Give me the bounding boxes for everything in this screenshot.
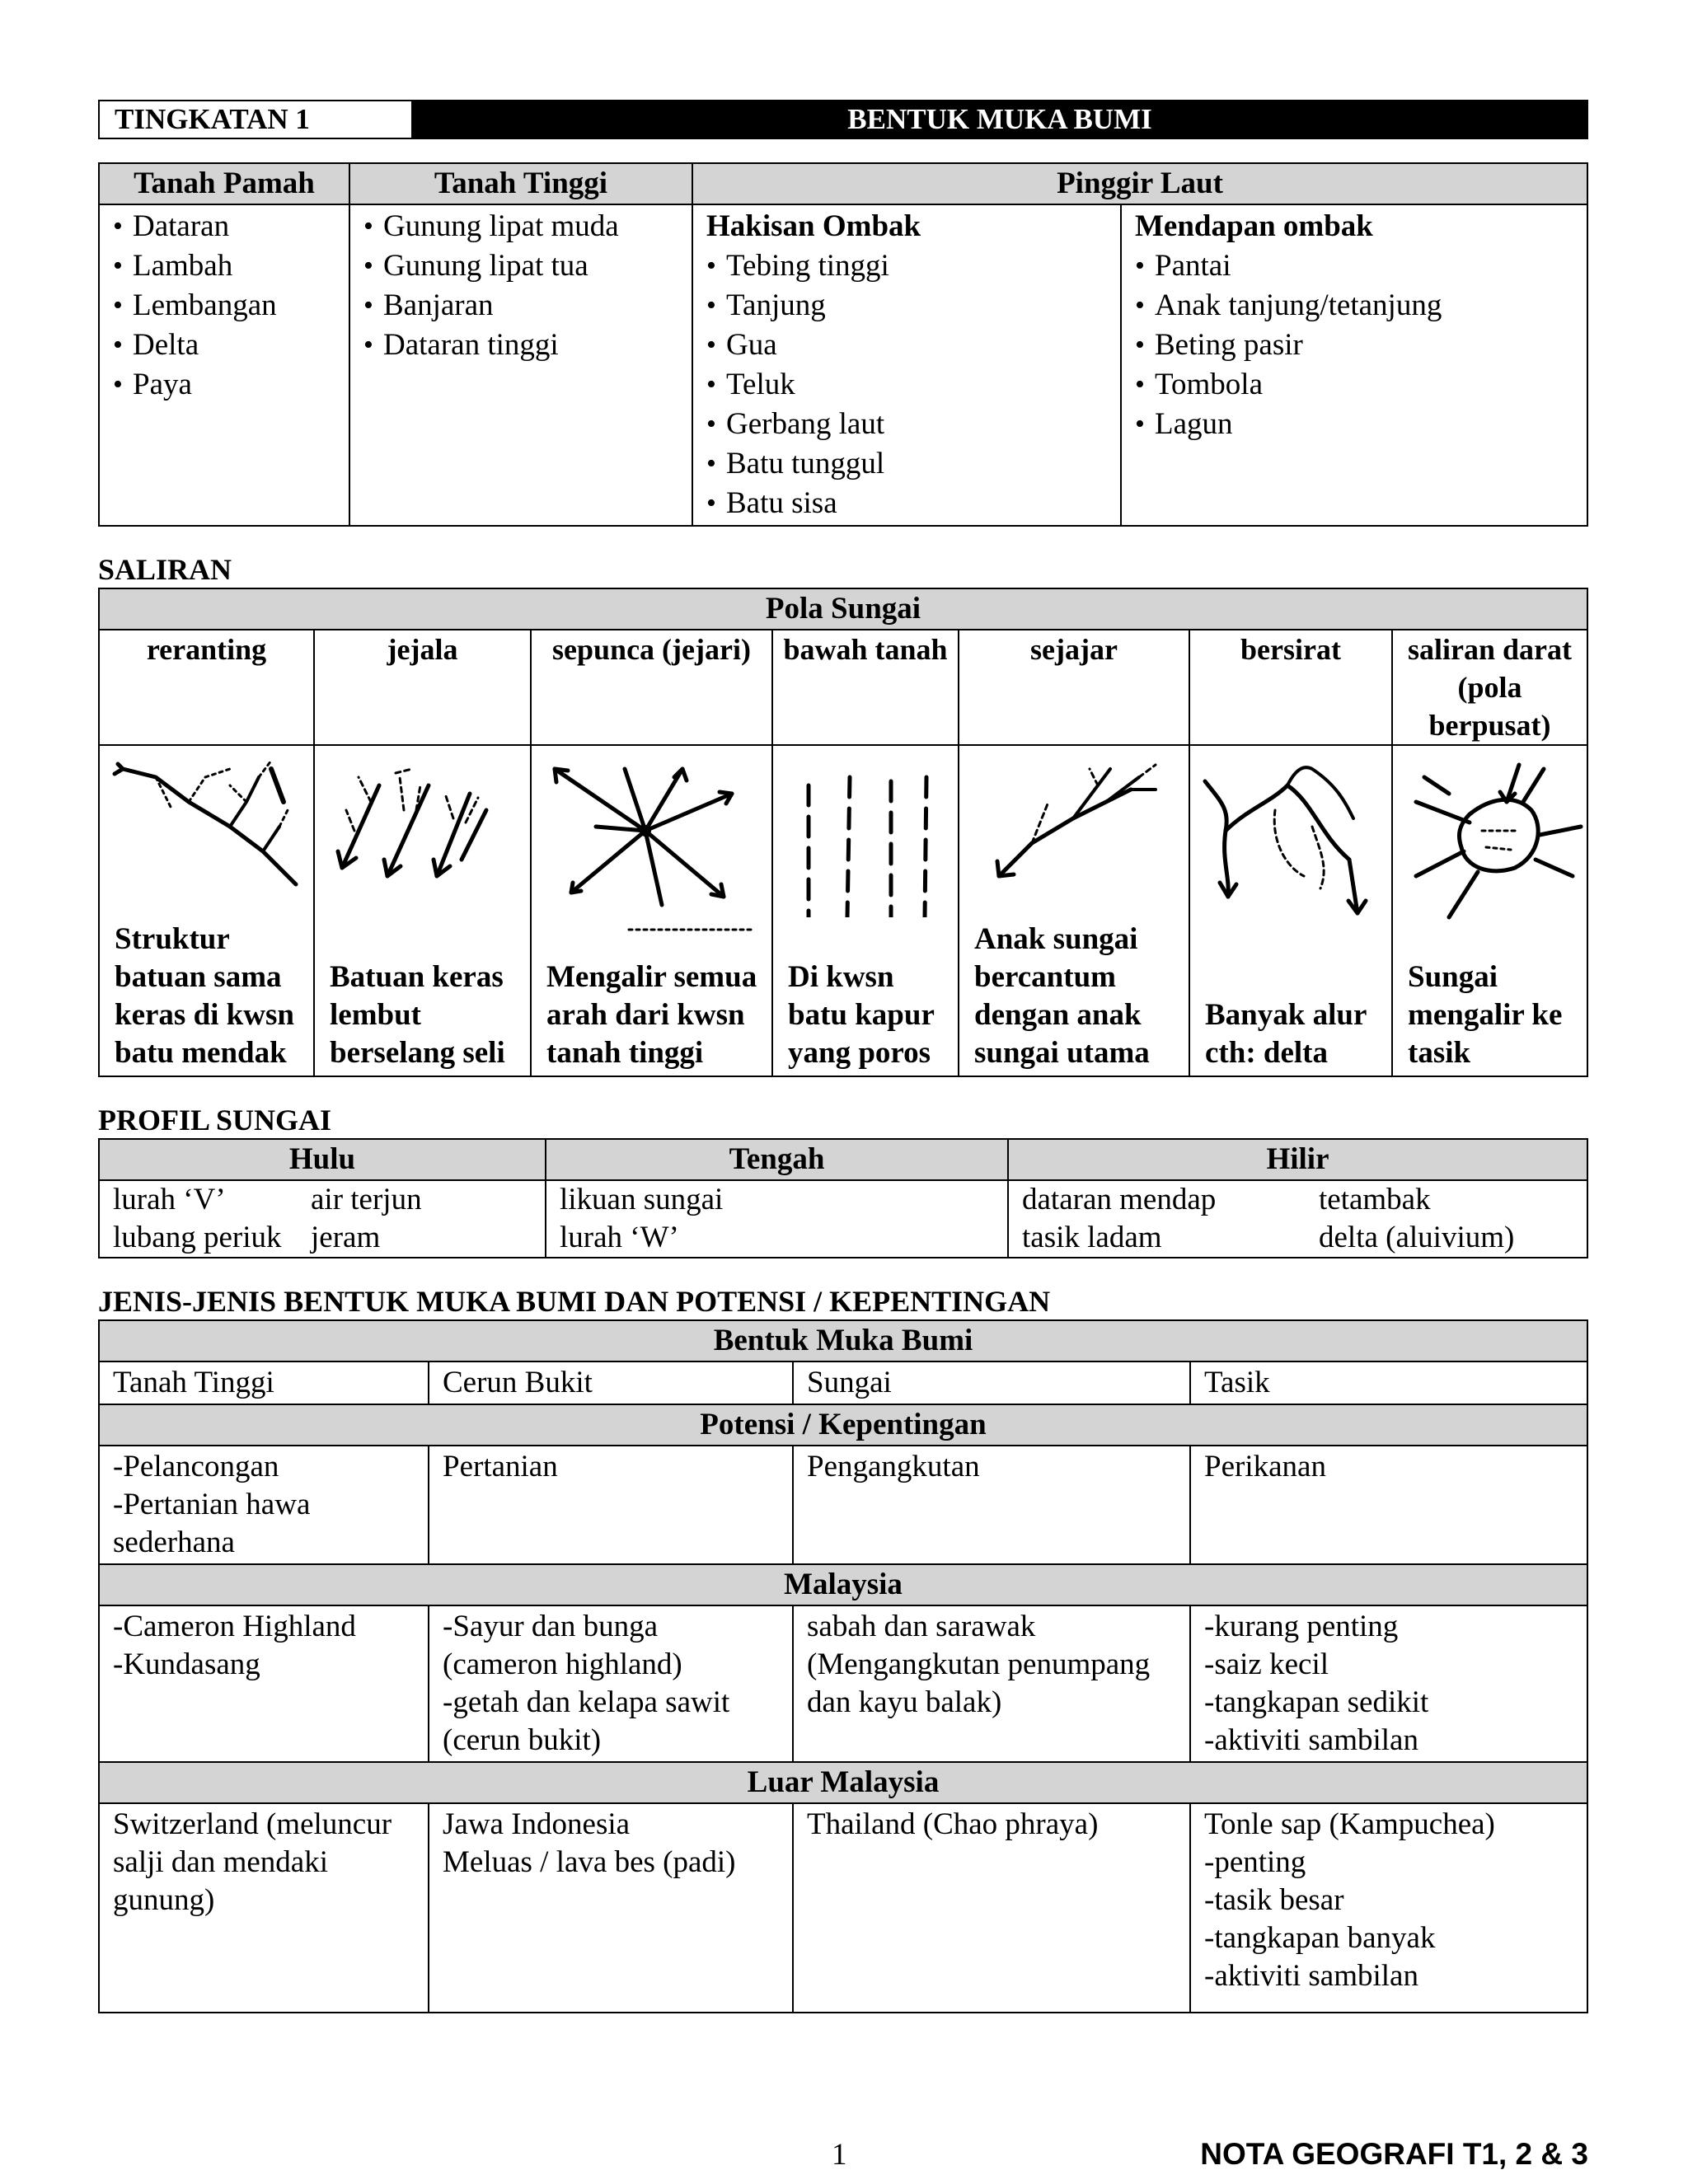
underground-pattern-icon (780, 752, 945, 917)
pattern-cell (1189, 745, 1392, 1076)
header-bar (98, 100, 1588, 139)
list-item: • Batu tunggul (706, 444, 1107, 484)
tanah-pamah-list (99, 204, 349, 526)
profile-item: lubang periuk (113, 1221, 282, 1254)
profile-item: jeram (311, 1221, 381, 1254)
list-item: • Lembangan (113, 286, 335, 326)
list-item: • Gunung lipat tua (363, 246, 678, 286)
pattern-cell (531, 745, 772, 1076)
profile-item: tetambak (1319, 1183, 1431, 1216)
potensi-title: Potensi / Kepentingan (99, 1404, 1587, 1446)
luar-malaysia-title: Luar Malaysia (99, 1762, 1587, 1803)
pattern-desc: Banyak alur cth: delta (1205, 998, 1367, 1070)
parallel-pattern-icon (966, 752, 1180, 901)
tengah-cell (546, 1180, 1008, 1258)
page-footer (98, 2137, 1588, 2178)
pattern-name: jejala (314, 630, 531, 745)
pattern-name: reranting (99, 630, 314, 745)
pattern-name: sepunca (jejari) (531, 630, 772, 745)
page (98, 98, 1588, 2172)
col-pinggir-laut: Pinggir Laut (692, 163, 1587, 204)
mendapan-ombak-list (1121, 204, 1587, 526)
table-cell: -Pelancongan -Pertanian hawa sederhana (99, 1446, 429, 1564)
pattern-cell (959, 745, 1189, 1076)
radial-pattern-icon (538, 752, 761, 942)
list-item: • Lambah (113, 246, 335, 286)
list-item: • Dataran tinggi (363, 326, 678, 365)
pattern-desc: Batuan keras lembut berselang seli (330, 960, 505, 1070)
landform-potential-table (98, 1319, 1588, 2013)
col-tanah-tinggi: Tanah Tinggi (349, 163, 692, 204)
hulu-cell (99, 1180, 546, 1258)
pattern-name: saliran darat (pola berpusat) (1392, 630, 1587, 745)
pattern-name: bawah tanah (772, 630, 959, 745)
pattern-desc: Di kwsn batu kapur yang poros (788, 960, 935, 1070)
pattern-name: sejajar (959, 630, 1189, 745)
table-cell: Tanah Tinggi (99, 1361, 429, 1404)
list-item: • Gunung lipat muda (363, 207, 678, 246)
list-item: • Tebing tinggi (706, 246, 1107, 286)
table-cell: Perikanan (1190, 1446, 1587, 1564)
profile-item: dataran mendap (1022, 1183, 1217, 1216)
bentuk-muka-bumi-title: Bentuk Muka Bumi (99, 1320, 1587, 1361)
col-hulu: Hulu (99, 1139, 546, 1180)
list-item: • Dataran (113, 207, 335, 246)
list-item: • Lagun (1135, 405, 1573, 444)
profile-item: delta (aluivium) (1319, 1221, 1515, 1254)
dendritic-pattern-icon (106, 752, 304, 901)
river-profile-table (98, 1138, 1588, 1258)
pattern-cell (1392, 745, 1587, 1076)
page-title: BENTUK MUKA BUMI (412, 101, 1587, 138)
trellis-pattern-icon (321, 752, 519, 901)
table-cell: -Cameron Highland -Kundasang (99, 1605, 429, 1762)
pattern-desc: Struktur batuan sama keras di kwsn batu mendak (115, 922, 294, 1070)
profil-sungai-heading: PROFIL SUNGAI (98, 1104, 332, 1137)
jenis-heading: JENIS-JENIS BENTUK MUKA BUMI DAN POTENSI / KEPENTINGAN (98, 1285, 1051, 1318)
list-item: • Delta (113, 326, 335, 365)
table-cell: Sungai (793, 1361, 1190, 1404)
table-cell: -Sayur dan bunga (cameron highland) -getah dan kelapa sawit (cerun bukit) (429, 1605, 793, 1762)
pattern-desc: Sungai mengalir ke tasik (1408, 960, 1563, 1070)
list-item: • Anak tanjung/tetanjung (1135, 286, 1573, 326)
list-item: • Gua (706, 326, 1107, 365)
table-cell: Pertanian (429, 1446, 793, 1564)
profile-item: lurah ‘V’ (113, 1183, 226, 1216)
pattern-name: bersirat (1189, 630, 1392, 745)
list-item: • Banjaran (363, 286, 678, 326)
profile-item: tasik ladam (1022, 1221, 1162, 1254)
profile-item: air terjun (311, 1183, 422, 1216)
pattern-desc: Mengalir semua arah dari kwsn tanah tinggi (546, 960, 757, 1070)
list-item: • Pantai (1135, 246, 1573, 286)
centripetal-pattern-icon (1400, 752, 1589, 934)
saliran-heading: SALIRAN (98, 553, 232, 586)
list-item: • Beting pasir (1135, 326, 1573, 365)
table-cell: Tonle sap (Kampuchea) -penting -tasik besar -tangkapan banyak -aktiviti sambilan (1190, 1803, 1587, 2013)
table-cell: Cerun Bukit (429, 1361, 793, 1404)
list-item: • Tanjung (706, 286, 1107, 326)
footer-note: NOTA GEOGRAFI T1, 2 & 3 (1200, 2137, 1588, 2171)
list-item: • Batu sisa (706, 484, 1107, 523)
form-level-label: TINGKATAN 1 (99, 101, 412, 138)
profile-item: likuan sungai (560, 1183, 724, 1216)
pattern-cell (772, 745, 959, 1076)
tanah-tinggi-list (349, 204, 692, 526)
hakisan-ombak-list (692, 204, 1121, 526)
pola-sungai-title: Pola Sungai (99, 588, 1587, 630)
hilir-cell (1008, 1180, 1587, 1258)
pattern-cell (314, 745, 531, 1076)
braided-pattern-icon (1197, 752, 1386, 934)
table-cell: Tasik (1190, 1361, 1587, 1404)
malaysia-title: Malaysia (99, 1564, 1587, 1605)
list-item: • Teluk (706, 365, 1107, 405)
list-item: • Paya (113, 365, 335, 405)
list-item: • Tombola (1135, 365, 1573, 405)
col-tengah: Tengah (546, 1139, 1008, 1180)
table-cell: Thailand (Chao phraya) (793, 1803, 1190, 2013)
table-cell: sabah dan sarawak (Mengangkutan penumpang dan kayu balak) (793, 1605, 1190, 1762)
table-cell: Switzerland (meluncur salji dan mendaki gunung) (99, 1803, 429, 2013)
pattern-desc: Anak sungai bercantum dengan anak sungai utama (974, 922, 1150, 1070)
hakisan-ombak-title: Hakisan Ombak (706, 209, 921, 243)
mendapan-ombak-title: Mendapan ombak (1135, 209, 1373, 243)
table-cell: Jawa Indonesia Meluas / lava bes (padi) (429, 1803, 793, 2013)
col-tanah-pamah: Tanah Pamah (99, 163, 349, 204)
drainage-pattern-table (98, 588, 1588, 1077)
page-number: 1 (832, 2138, 847, 2172)
list-item: • Gerbang laut (706, 405, 1107, 444)
table-cell: -kurang penting -saiz kecil -tangkapan sedikit -aktiviti sambilan (1190, 1605, 1587, 1762)
landforms-table (98, 162, 1588, 527)
table-cell: Pengangkutan (793, 1446, 1190, 1564)
profile-item: lurah ‘W’ (560, 1221, 679, 1254)
pattern-cell (99, 745, 314, 1076)
col-hilir: Hilir (1008, 1139, 1587, 1180)
